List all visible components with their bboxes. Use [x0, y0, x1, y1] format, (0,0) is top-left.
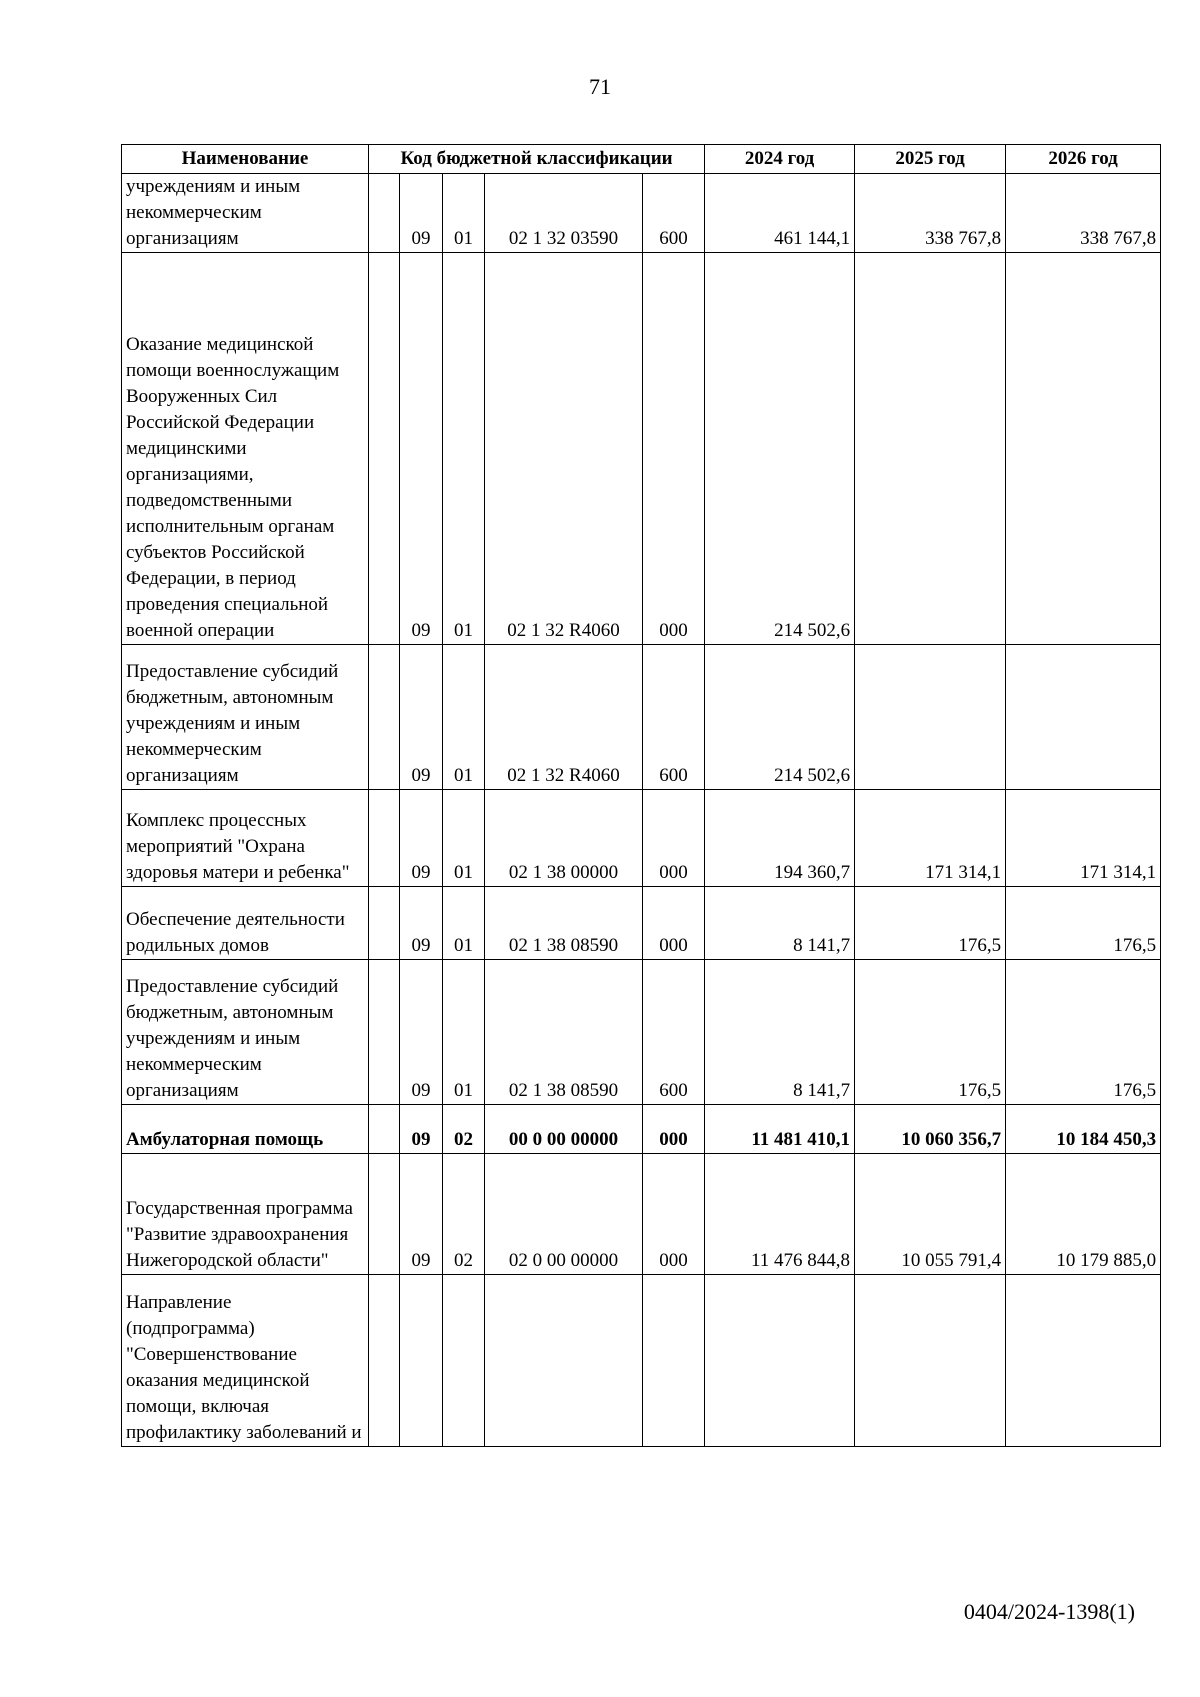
cell-2024: 194 360,7: [705, 790, 855, 887]
cell-expense-type: 600: [643, 645, 705, 790]
cell-subsection: 01: [443, 960, 485, 1105]
cell-code-empty: [369, 645, 400, 790]
cell-expense-type: 000: [643, 1105, 705, 1154]
cell-2026: 176,5: [1006, 960, 1161, 1105]
cell-target-article: 02 1 32 R4060: [485, 253, 643, 645]
cell-expense-type: [643, 1275, 705, 1447]
cell-2026: [1006, 1275, 1161, 1447]
cell-section: 09: [400, 1154, 443, 1275]
cell-2025: 338 767,8: [855, 174, 1006, 253]
table-header-row: [122, 145, 1161, 174]
cell-2026: 10 184 450,3: [1006, 1105, 1161, 1154]
cell-name: Предоставление субсидий бюджетным, автономным учреждениям и иным некоммерческим организациям: [122, 960, 369, 1105]
cell-2025: 176,5: [855, 960, 1006, 1105]
table-row: [122, 645, 1161, 790]
cell-expense-type: 600: [643, 174, 705, 253]
cell-2025: 171 314,1: [855, 790, 1006, 887]
cell-name: Амбулаторная помощь: [122, 1105, 369, 1154]
cell-expense-type: 000: [643, 887, 705, 960]
cell-section: 09: [400, 174, 443, 253]
cell-target-article: 02 1 32 R4060: [485, 645, 643, 790]
header-2026: 2026 год: [1006, 145, 1161, 174]
cell-section: 09: [400, 1105, 443, 1154]
cell-2024: 8 141,7: [705, 887, 855, 960]
cell-2026: 338 767,8: [1006, 174, 1161, 253]
cell-2024: 8 141,7: [705, 960, 855, 1105]
cell-section: 09: [400, 253, 443, 645]
table-row: [122, 174, 1161, 253]
cell-code-empty: [369, 174, 400, 253]
cell-2026: 171 314,1: [1006, 790, 1161, 887]
cell-section: 09: [400, 960, 443, 1105]
table-body: [122, 174, 1161, 1447]
cell-subsection: 02: [443, 1154, 485, 1275]
cell-2024: 214 502,6: [705, 645, 855, 790]
table-row: [122, 253, 1161, 645]
document-code: 0404/2024-1398(1): [963, 1599, 1135, 1624]
table-row: [122, 790, 1161, 887]
cell-name: Направление (подпрограмма) "Совершенствование оказания медицинской помощи, включая профилактику заболеваний и: [122, 1275, 369, 1447]
cell-2026: 176,5: [1006, 887, 1161, 960]
cell-2024: 214 502,6: [705, 253, 855, 645]
cell-target-article: 02 1 38 08590: [485, 887, 643, 960]
cell-name: Предоставление субсидий бюджетным, автономным учреждениям и иным некоммерческим организациям: [122, 645, 369, 790]
cell-subsection: [443, 1275, 485, 1447]
cell-section: 09: [400, 645, 443, 790]
cell-target-article: [485, 1275, 643, 1447]
cell-target-article: 02 0 00 00000: [485, 1154, 643, 1275]
cell-section: [400, 1275, 443, 1447]
cell-2026: [1006, 645, 1161, 790]
cell-target-article: 02 1 38 00000: [485, 790, 643, 887]
cell-code-empty: [369, 253, 400, 645]
cell-code-empty: [369, 790, 400, 887]
cell-name: Комплекс процессных мероприятий "Охрана здоровья матери и ребенка": [122, 790, 369, 887]
cell-name: Государственная программа "Развитие здравоохранения Нижегородской области": [122, 1154, 369, 1275]
cell-subsection: 01: [443, 887, 485, 960]
page-number: 71: [589, 74, 611, 99]
cell-2026: 10 179 885,0: [1006, 1154, 1161, 1275]
header-2024: 2024 год: [705, 145, 855, 174]
cell-2025: 176,5: [855, 887, 1006, 960]
table-row: [122, 1105, 1161, 1154]
cell-target-article: 02 1 32 03590: [485, 174, 643, 253]
cell-code-empty: [369, 1154, 400, 1275]
cell-target-article: 02 1 38 08590: [485, 960, 643, 1105]
table-row: [122, 960, 1161, 1105]
cell-2024: 11 476 844,8: [705, 1154, 855, 1275]
budget-table: [121, 144, 1161, 1447]
cell-target-article: 00 0 00 00000: [485, 1105, 643, 1154]
cell-name: Оказание медицинской помощи военнослужащим Вооруженных Сил Российской Федерации медицинскими организациями, подведомственными исполнительным органам субъектов Российской Федерации, в период проведения специальной военной операции: [122, 253, 369, 645]
table-row: [122, 1275, 1161, 1447]
cell-expense-type: 000: [643, 253, 705, 645]
cell-name: Обеспечение деятельности родильных домов: [122, 887, 369, 960]
table-row: [122, 1154, 1161, 1275]
cell-expense-type: 000: [643, 1154, 705, 1275]
cell-2024: 11 481 410,1: [705, 1105, 855, 1154]
cell-subsection: 02: [443, 1105, 485, 1154]
table-row: [122, 887, 1161, 960]
cell-2025: 10 055 791,4: [855, 1154, 1006, 1275]
cell-code-empty: [369, 887, 400, 960]
header-name: Наименование: [122, 145, 369, 174]
cell-2025: 10 060 356,7: [855, 1105, 1006, 1154]
cell-2024: 461 144,1: [705, 174, 855, 253]
cell-subsection: 01: [443, 174, 485, 253]
cell-2025: [855, 1275, 1006, 1447]
cell-code-empty: [369, 1275, 400, 1447]
cell-code-empty: [369, 1105, 400, 1154]
cell-section: 09: [400, 887, 443, 960]
cell-2026: [1006, 253, 1161, 645]
cell-subsection: 01: [443, 790, 485, 887]
cell-name: учреждениям и иным некоммерческим организациям: [122, 174, 369, 253]
cell-2024: [705, 1275, 855, 1447]
cell-subsection: 01: [443, 645, 485, 790]
cell-2025: [855, 253, 1006, 645]
cell-code-empty: [369, 960, 400, 1105]
header-code: Код бюджетной классификации: [369, 145, 705, 174]
header-2025: 2025 год: [855, 145, 1006, 174]
cell-section: 09: [400, 790, 443, 887]
cell-2025: [855, 645, 1006, 790]
cell-subsection: 01: [443, 253, 485, 645]
cell-expense-type: 600: [643, 960, 705, 1105]
cell-expense-type: 000: [643, 790, 705, 887]
